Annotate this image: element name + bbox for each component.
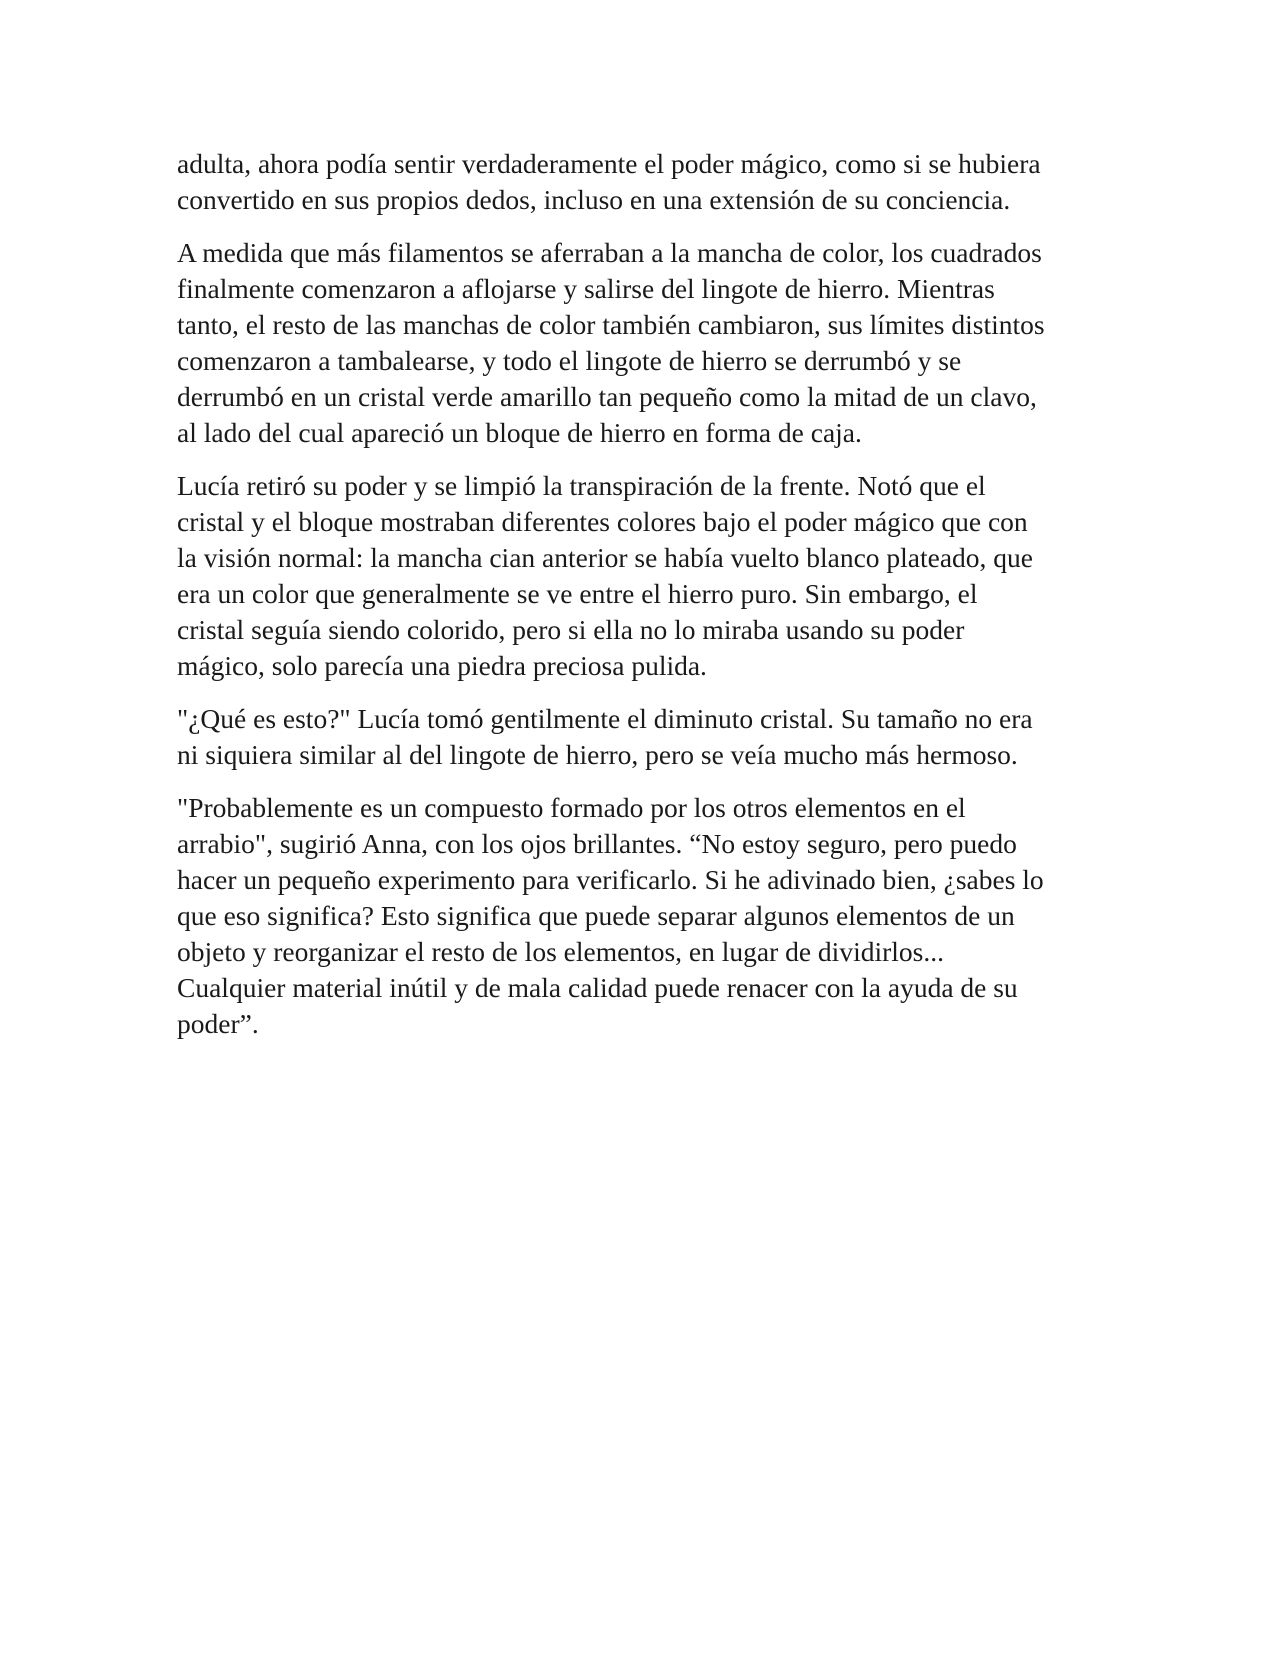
body-text — [177, 146, 1107, 1059]
paragraph-2: A medida que más filamentos se aferraban a la mancha de color, los cuadrados finalmente comenzaron a aflojarse y salirse del lingote de hierro. Mientras tanto, el resto de las manchas de color también cambiaron, sus límites distintos comenzaron a tambalearse, y todo el lingote de hierro se derrumbó y se derrumbó en un cristal verde amarillo tan pequeño como la mitad de un clavo, al lado del cual apareció un bloque de hierro en forma de caja. — [177, 237, 1045, 448]
paragraph-1: adulta, ahora podía sentir verdaderamente el poder mágico, como si se hubiera convertido en sus propios dedos, incluso en una extensión de su conciencia. — [177, 148, 1041, 215]
paragraph-5: "Probablemente es un compuesto formado por los otros elementos en el arrabio", sugirió Anna, con los ojos brillantes. “No estoy seguro, pero puedo hacer un pequeño experimento para verificarlo. Si he adivinado bien, ¿sabes lo que eso significa? Esto significa que puede separar algunos elementos de un objeto y reorganizar el resto de los elementos, en lugar de dividirlos... Cualquier material inútil y de mala calidad puede renacer con la ayuda de su poder”. — [177, 792, 1044, 1039]
paragraph-3: Lucía retiró su poder y se limpió la transpiración de la frente. Notó que el cristal y el bloque mostraban diferentes colores bajo el poder mágico que con la visión normal: la mancha cian anterior se había vuelto blanco plateado, que era un color que generalmente se ve entre el hierro puro. Sin embargo, el cristal seguía siendo colorido, pero si ella no lo miraba usando su poder mágico, solo parecía una piedra preciosa pulida. — [177, 470, 1034, 681]
paragraph-4: "¿Qué es esto?" Lucía tomó gentilmente el diminuto cristal. Su tamaño no era ni siquiera similar al del lingote de hierro, pero se veía mucho más hermoso. — [177, 703, 1033, 770]
